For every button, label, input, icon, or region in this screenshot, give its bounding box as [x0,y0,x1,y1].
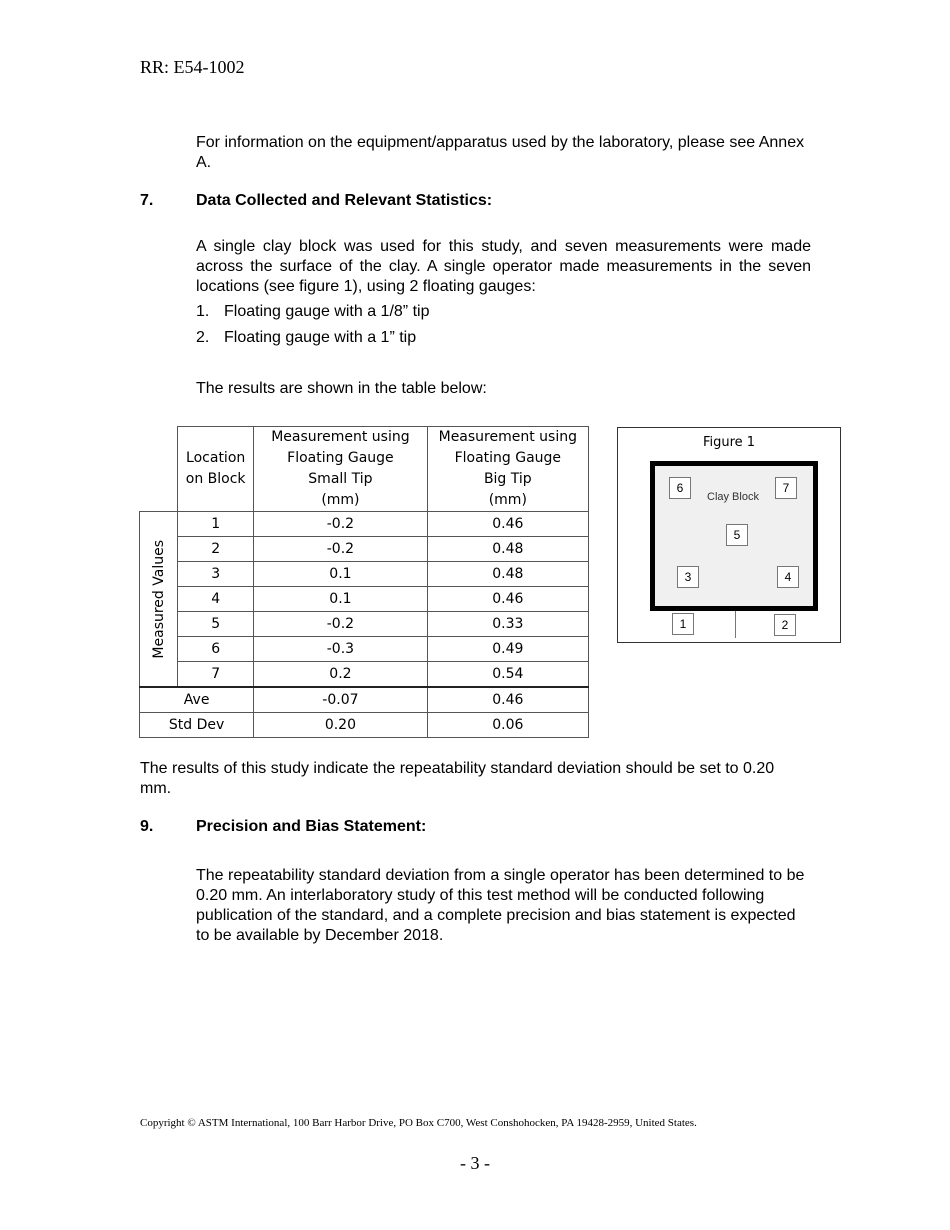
summary-row-std-dev [140,713,589,738]
clay-block [650,461,818,611]
cell-location: 1 [178,512,254,537]
list-text: Floating gauge with a 1” tip [224,329,417,346]
cell-big-tip: 0.54 [427,662,588,688]
cell-small-tip: -0.07 [254,687,427,713]
arrow-up-icon [732,606,738,611]
marker-1: 1 [672,613,694,635]
marker-7: 7 [775,477,797,499]
copyright-notice: Copyright © ASTM International, 100 Barr Harbor Drive, PO Box C700, West Conshohocken, PA 19428-2959, United States. [140,1117,697,1129]
cell-small-tip: -0.2 [254,537,427,562]
table-row [140,587,589,612]
cell-small-tip: -0.2 [254,512,427,537]
section-7-paragraph: A single clay block was used for this study, and seven measurements were made across the surface of the clay. A single operator made measurements in the seven locations (see figure 1), using 2 floating gauges: [196,238,811,295]
section-9-title: Precision and Bias Statement: [196,818,427,835]
header-small-tip: Measurement using Floating Gauge Small Tip (mm) [254,427,427,512]
cell-big-tip: 0.06 [427,713,588,738]
section-9-number: 9. [140,818,154,835]
table-row [140,512,589,537]
report-id: RR: E54-1002 [140,57,245,77]
results-table [139,426,589,738]
arrow-line [735,608,736,638]
header-big-tip: Measurement using Floating Gauge Big Tip (mm) [427,427,588,512]
cell-location: 5 [178,612,254,637]
table-row [140,662,589,688]
list-text: Floating gauge with a 1/8” tip [224,303,430,320]
figure-title: Figure 1 [702,435,756,450]
cell-location: 3 [178,562,254,587]
table-row [140,537,589,562]
clay-block-label: Clay Block [707,491,759,503]
cell-big-tip: 0.48 [427,537,588,562]
table-row [140,637,589,662]
cell-small-tip: -0.3 [254,637,427,662]
marker-5: 5 [726,524,748,546]
cell-small-tip: -0.2 [254,612,427,637]
table-row [140,612,589,637]
table-row [140,562,589,587]
list-number: 2. [196,329,210,346]
list-item [196,328,416,348]
group-label-cell [140,512,178,688]
section-9-paragraph: The repeatability standard deviation from a single operator has been determined to be 0.20 mm. An interlaboratory study of this test method will be conducted following publication of the standard, and a complete precision and bias statement is expected to be available by December 2018. [196,867,805,944]
cell-small-tip: 0.2 [254,662,427,688]
table-header-row [140,427,589,512]
cell-location: 6 [178,637,254,662]
section-7-title: Data Collected and Relevant Statistics: [196,192,493,209]
cell-big-tip: 0.46 [427,687,588,713]
intro-paragraph: For information on the equipment/apparatus used by the laboratory, please see Annex A. [196,134,805,171]
header-location: Location on Block [178,427,254,512]
cell-big-tip: 0.33 [427,612,588,637]
cell-small-tip: 0.1 [254,587,427,612]
cell-big-tip: 0.46 [427,587,588,612]
list-item [196,302,429,322]
cell-location: 2 [178,537,254,562]
table-intro: The results are shown in the table below: [196,380,487,397]
section-7-number: 7. [140,192,154,209]
results-paragraph: The results of this study indicate the repeatability standard deviation should be set to 0.20 mm. [140,760,775,797]
figure-1 [617,427,841,643]
cell-location: 4 [178,587,254,612]
marker-4: 4 [777,566,799,588]
marker-2: 2 [774,614,796,636]
marker-6: 6 [669,477,691,499]
list-number: 1. [196,303,210,320]
cell-small-tip: 0.20 [254,713,427,738]
group-label: Measured Values [150,539,167,659]
cell-location: 7 [178,662,254,688]
marker-3: 3 [677,566,699,588]
cell-big-tip: 0.48 [427,562,588,587]
cell-big-tip: 0.49 [427,637,588,662]
summary-label: Std Dev [140,713,254,738]
summary-label: Ave [140,687,254,713]
cell-small-tip: 0.1 [254,562,427,587]
cell-big-tip: 0.46 [427,512,588,537]
page-number: - 3 - [460,1153,490,1173]
summary-row-average [140,687,589,713]
